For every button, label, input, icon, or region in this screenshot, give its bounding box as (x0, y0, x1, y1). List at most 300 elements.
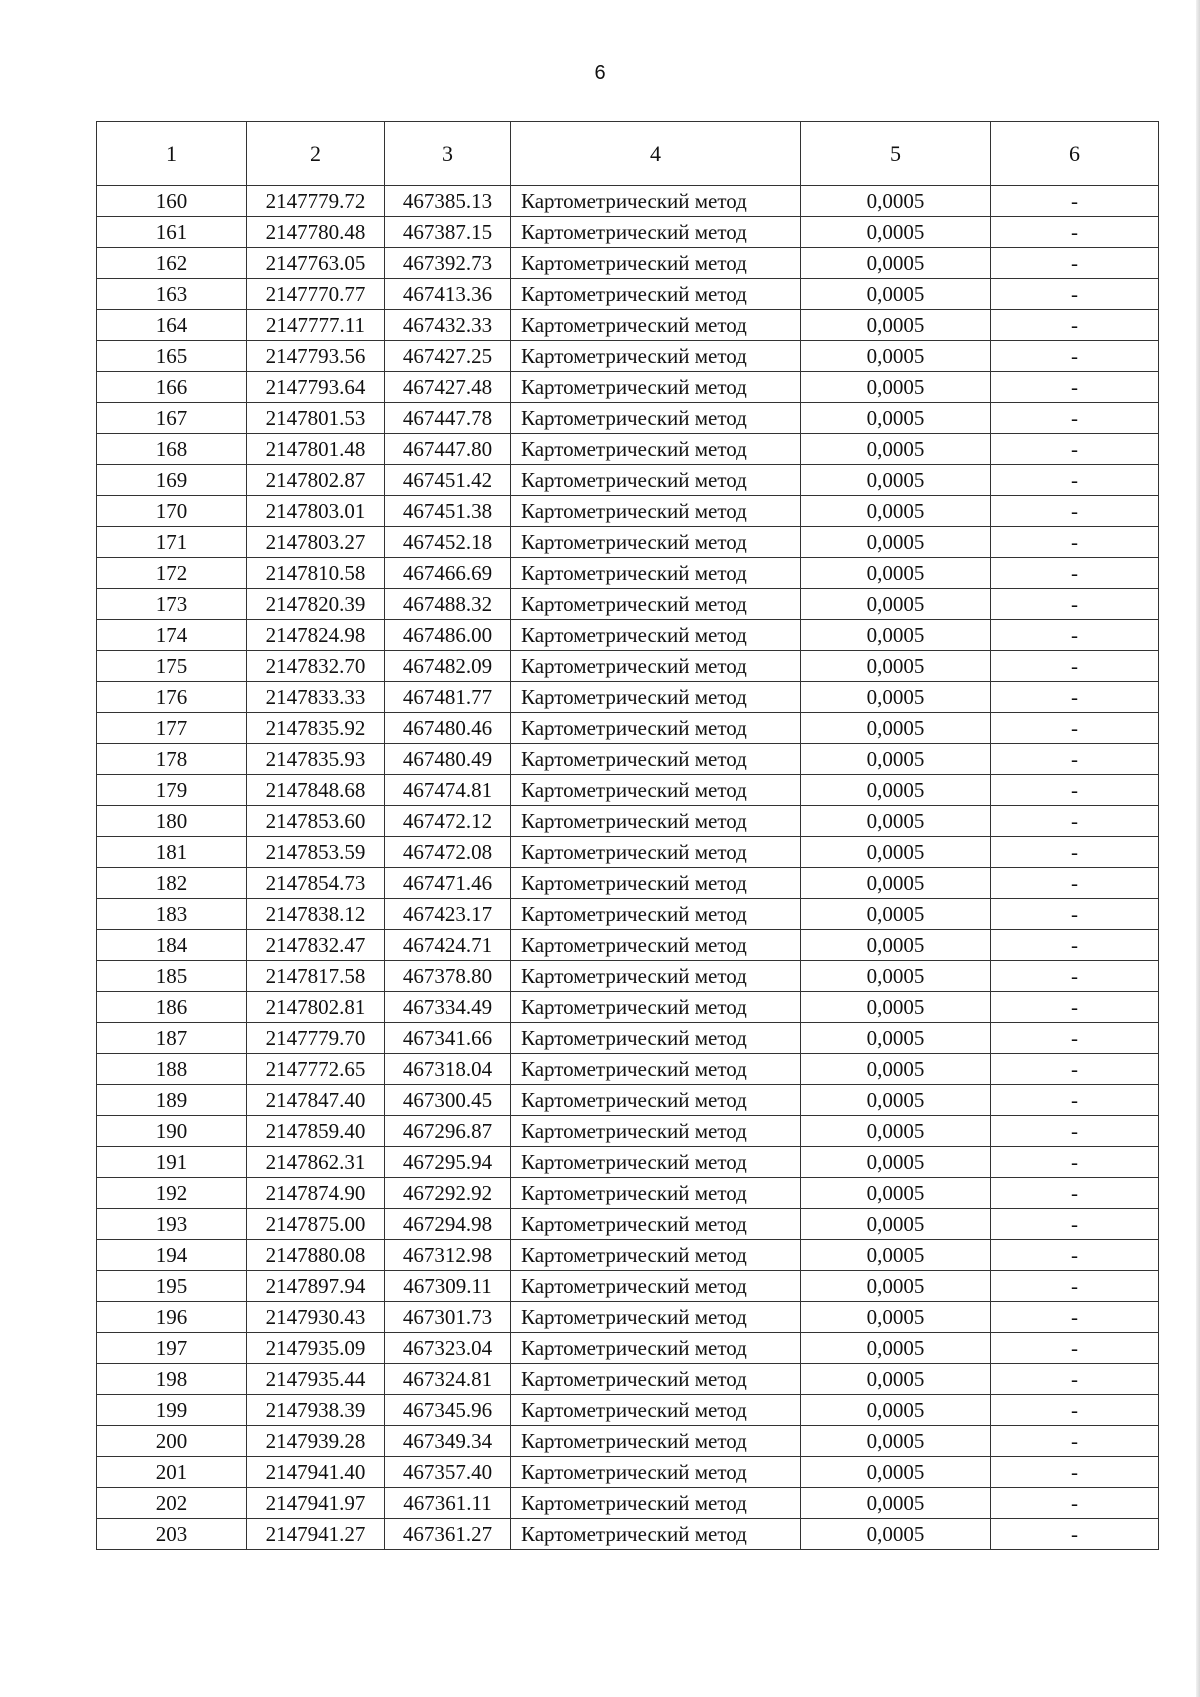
cell-coord-x: 2147847.40 (247, 1085, 385, 1116)
cell-point-number: 189 (97, 1085, 247, 1116)
cell-point-number: 195 (97, 1271, 247, 1302)
cell-coord-y: 467312.98 (385, 1240, 511, 1271)
table-row (97, 248, 1159, 279)
table-row (97, 899, 1159, 930)
table-row (97, 651, 1159, 682)
cell-accuracy: 0,0005 (801, 217, 991, 248)
table-row (97, 775, 1159, 806)
cell-note: - (991, 1395, 1159, 1426)
cell-coord-x: 2147874.90 (247, 1178, 385, 1209)
cell-method: Картометрический метод (511, 1395, 801, 1426)
cell-method: Картометрический метод (511, 837, 801, 868)
cell-coord-x: 2147833.33 (247, 682, 385, 713)
cell-accuracy: 0,0005 (801, 1209, 991, 1240)
table-row (97, 1209, 1159, 1240)
cell-method: Картометрический метод (511, 465, 801, 496)
table-row (97, 713, 1159, 744)
page-number: 6 (594, 62, 606, 84)
table-row (97, 837, 1159, 868)
cell-accuracy: 0,0005 (801, 1054, 991, 1085)
cell-coord-x: 2147939.28 (247, 1426, 385, 1457)
cell-note: - (991, 186, 1159, 217)
cell-coord-x: 2147832.70 (247, 651, 385, 682)
cell-note: - (991, 1147, 1159, 1178)
cell-point-number: 162 (97, 248, 247, 279)
cell-coord-x: 2147880.08 (247, 1240, 385, 1271)
cell-accuracy: 0,0005 (801, 713, 991, 744)
cell-note: - (991, 217, 1159, 248)
cell-coord-x: 2147824.98 (247, 620, 385, 651)
cell-method: Картометрический метод (511, 1426, 801, 1457)
table-row (97, 1147, 1159, 1178)
cell-point-number: 167 (97, 403, 247, 434)
cell-note: - (991, 496, 1159, 527)
cell-note: - (991, 1457, 1159, 1488)
cell-note: - (991, 589, 1159, 620)
cell-point-number: 203 (97, 1519, 247, 1550)
cell-accuracy: 0,0005 (801, 961, 991, 992)
cell-coord-x: 2147941.40 (247, 1457, 385, 1488)
cell-point-number: 192 (97, 1178, 247, 1209)
cell-point-number: 164 (97, 310, 247, 341)
cell-note: - (991, 1240, 1159, 1271)
table-row (97, 1364, 1159, 1395)
header-col-5: 5 (801, 122, 991, 186)
cell-point-number: 165 (97, 341, 247, 372)
cell-coord-x: 2147938.39 (247, 1395, 385, 1426)
cell-coord-y: 467413.36 (385, 279, 511, 310)
cell-method: Картометрический метод (511, 527, 801, 558)
cell-coord-x: 2147835.93 (247, 744, 385, 775)
cell-accuracy: 0,0005 (801, 1519, 991, 1550)
table-row (97, 930, 1159, 961)
cell-point-number: 175 (97, 651, 247, 682)
cell-method: Картометрический метод (511, 620, 801, 651)
cell-accuracy: 0,0005 (801, 775, 991, 806)
cell-accuracy: 0,0005 (801, 558, 991, 589)
cell-coord-y: 467301.73 (385, 1302, 511, 1333)
table-row (97, 1116, 1159, 1147)
cell-method: Картометрический метод (511, 992, 801, 1023)
cell-note: - (991, 1116, 1159, 1147)
cell-coord-x: 2147817.58 (247, 961, 385, 992)
cell-accuracy: 0,0005 (801, 434, 991, 465)
table-row (97, 403, 1159, 434)
cell-note: - (991, 434, 1159, 465)
cell-method: Картометрический метод (511, 279, 801, 310)
cell-coord-x: 2147779.70 (247, 1023, 385, 1054)
cell-coord-y: 467424.71 (385, 930, 511, 961)
cell-note: - (991, 961, 1159, 992)
cell-method: Картометрический метод (511, 1364, 801, 1395)
cell-note: - (991, 341, 1159, 372)
cell-coord-x: 2147835.92 (247, 713, 385, 744)
cell-accuracy: 0,0005 (801, 1085, 991, 1116)
table-row (97, 589, 1159, 620)
cell-point-number: 183 (97, 899, 247, 930)
cell-note: - (991, 1085, 1159, 1116)
cell-method: Картометрический метод (511, 868, 801, 899)
cell-accuracy: 0,0005 (801, 1488, 991, 1519)
cell-accuracy: 0,0005 (801, 806, 991, 837)
cell-accuracy: 0,0005 (801, 1364, 991, 1395)
cell-note: - (991, 372, 1159, 403)
cell-coord-x: 2147941.27 (247, 1519, 385, 1550)
cell-method: Картометрический метод (511, 1023, 801, 1054)
table-row (97, 1054, 1159, 1085)
cell-point-number: 186 (97, 992, 247, 1023)
table-row (97, 434, 1159, 465)
cell-coord-y: 467486.00 (385, 620, 511, 651)
cell-accuracy: 0,0005 (801, 1302, 991, 1333)
cell-coord-x: 2147935.44 (247, 1364, 385, 1395)
cell-method: Картометрический метод (511, 930, 801, 961)
cell-point-number: 202 (97, 1488, 247, 1519)
table-row (97, 186, 1159, 217)
cell-coord-y: 467392.73 (385, 248, 511, 279)
cell-coord-y: 467447.78 (385, 403, 511, 434)
cell-note: - (991, 558, 1159, 589)
cell-point-number: 180 (97, 806, 247, 837)
cell-method: Картометрический метод (511, 248, 801, 279)
cell-accuracy: 0,0005 (801, 1178, 991, 1209)
cell-point-number: 197 (97, 1333, 247, 1364)
cell-coord-y: 467480.46 (385, 713, 511, 744)
cell-coord-y: 467423.17 (385, 899, 511, 930)
cell-point-number: 166 (97, 372, 247, 403)
cell-coord-x: 2147793.56 (247, 341, 385, 372)
cell-point-number: 174 (97, 620, 247, 651)
cell-accuracy: 0,0005 (801, 527, 991, 558)
cell-accuracy: 0,0005 (801, 589, 991, 620)
cell-note: - (991, 1054, 1159, 1085)
header-col-6: 6 (991, 122, 1159, 186)
cell-point-number: 160 (97, 186, 247, 217)
cell-method: Картометрический метод (511, 558, 801, 589)
cell-coord-y: 467324.81 (385, 1364, 511, 1395)
table-body (97, 186, 1159, 1550)
header-col-4: 4 (511, 122, 801, 186)
cell-coord-x: 2147897.94 (247, 1271, 385, 1302)
cell-note: - (991, 1364, 1159, 1395)
cell-accuracy: 0,0005 (801, 620, 991, 651)
cell-coord-x: 2147875.00 (247, 1209, 385, 1240)
cell-coord-y: 467472.12 (385, 806, 511, 837)
cell-coord-x: 2147838.12 (247, 899, 385, 930)
table-row (97, 961, 1159, 992)
cell-coord-x: 2147772.65 (247, 1054, 385, 1085)
cell-note: - (991, 806, 1159, 837)
cell-method: Картометрический метод (511, 961, 801, 992)
cell-method: Картометрический метод (511, 1116, 801, 1147)
cell-method: Картометрический метод (511, 1333, 801, 1364)
cell-method: Картометрический метод (511, 1085, 801, 1116)
cell-method: Картометрический метод (511, 1457, 801, 1488)
cell-coord-x: 2147770.77 (247, 279, 385, 310)
cell-point-number: 198 (97, 1364, 247, 1395)
cell-point-number: 178 (97, 744, 247, 775)
table-row (97, 1395, 1159, 1426)
cell-coord-x: 2147801.48 (247, 434, 385, 465)
cell-accuracy: 0,0005 (801, 837, 991, 868)
cell-accuracy: 0,0005 (801, 868, 991, 899)
cell-coord-x: 2147832.47 (247, 930, 385, 961)
cell-coord-x: 2147780.48 (247, 217, 385, 248)
cell-note: - (991, 1519, 1159, 1550)
cell-method: Картометрический метод (511, 1178, 801, 1209)
table-row (97, 372, 1159, 403)
cell-point-number: 191 (97, 1147, 247, 1178)
cell-point-number: 168 (97, 434, 247, 465)
table-row (97, 806, 1159, 837)
cell-coord-y: 467452.18 (385, 527, 511, 558)
cell-method: Картометрический метод (511, 1302, 801, 1333)
cell-point-number: 177 (97, 713, 247, 744)
cell-coord-y: 467361.27 (385, 1519, 511, 1550)
table-row (97, 1271, 1159, 1302)
cell-point-number: 187 (97, 1023, 247, 1054)
table-row (97, 1240, 1159, 1271)
cell-note: - (991, 279, 1159, 310)
cell-accuracy: 0,0005 (801, 186, 991, 217)
cell-note: - (991, 1023, 1159, 1054)
cell-coord-y: 467309.11 (385, 1271, 511, 1302)
cell-note: - (991, 899, 1159, 930)
cell-coord-y: 467295.94 (385, 1147, 511, 1178)
cell-method: Картометрический метод (511, 1054, 801, 1085)
cell-method: Картометрический метод (511, 372, 801, 403)
cell-coord-y: 467480.49 (385, 744, 511, 775)
cell-method: Картометрический метод (511, 434, 801, 465)
cell-coord-y: 467349.34 (385, 1426, 511, 1457)
table-row (97, 1023, 1159, 1054)
cell-method: Картометрический метод (511, 186, 801, 217)
cell-method: Картометрический метод (511, 806, 801, 837)
cell-coord-x: 2147853.59 (247, 837, 385, 868)
cell-coord-x: 2147930.43 (247, 1302, 385, 1333)
table-row (97, 1426, 1159, 1457)
cell-point-number: 169 (97, 465, 247, 496)
coordinates-table (96, 121, 1159, 1550)
table-row (97, 527, 1159, 558)
cell-method: Картометрический метод (511, 775, 801, 806)
cell-coord-y: 467385.13 (385, 186, 511, 217)
cell-point-number: 185 (97, 961, 247, 992)
cell-coord-y: 467292.92 (385, 1178, 511, 1209)
header-col-3: 3 (385, 122, 511, 186)
cell-method: Картометрический метод (511, 589, 801, 620)
cell-note: - (991, 682, 1159, 713)
cell-coord-y: 467357.40 (385, 1457, 511, 1488)
cell-coord-y: 467432.33 (385, 310, 511, 341)
cell-coord-x: 2147803.01 (247, 496, 385, 527)
cell-note: - (991, 930, 1159, 961)
cell-note: - (991, 837, 1159, 868)
cell-point-number: 161 (97, 217, 247, 248)
cell-accuracy: 0,0005 (801, 1240, 991, 1271)
scan-edge (1196, 0, 1200, 1697)
table-row (97, 868, 1159, 899)
cell-method: Картометрический метод (511, 341, 801, 372)
cell-coord-y: 467296.87 (385, 1116, 511, 1147)
cell-point-number: 182 (97, 868, 247, 899)
cell-accuracy: 0,0005 (801, 403, 991, 434)
cell-note: - (991, 248, 1159, 279)
cell-coord-y: 467294.98 (385, 1209, 511, 1240)
cell-coord-x: 2147820.39 (247, 589, 385, 620)
cell-method: Картометрический метод (511, 1209, 801, 1240)
cell-accuracy: 0,0005 (801, 372, 991, 403)
table-row (97, 1085, 1159, 1116)
table-row (97, 558, 1159, 589)
table-row (97, 1178, 1159, 1209)
cell-point-number: 163 (97, 279, 247, 310)
cell-coord-x: 2147853.60 (247, 806, 385, 837)
cell-coord-y: 467345.96 (385, 1395, 511, 1426)
cell-note: - (991, 1178, 1159, 1209)
cell-accuracy: 0,0005 (801, 1395, 991, 1426)
table-row (97, 1519, 1159, 1550)
cell-note: - (991, 620, 1159, 651)
cell-note: - (991, 1209, 1159, 1240)
cell-point-number: 194 (97, 1240, 247, 1271)
table-row (97, 1488, 1159, 1519)
table-row (97, 744, 1159, 775)
cell-note: - (991, 868, 1159, 899)
cell-coord-y: 467482.09 (385, 651, 511, 682)
cell-method: Картометрический метод (511, 1147, 801, 1178)
cell-accuracy: 0,0005 (801, 248, 991, 279)
cell-method: Картометрический метод (511, 899, 801, 930)
table-header (97, 122, 1159, 186)
cell-coord-y: 467447.80 (385, 434, 511, 465)
cell-coord-y: 467334.49 (385, 992, 511, 1023)
cell-point-number: 188 (97, 1054, 247, 1085)
cell-point-number: 184 (97, 930, 247, 961)
cell-accuracy: 0,0005 (801, 341, 991, 372)
cell-coord-x: 2147935.09 (247, 1333, 385, 1364)
cell-method: Картометрический метод (511, 217, 801, 248)
cell-point-number: 181 (97, 837, 247, 868)
table-row (97, 310, 1159, 341)
cell-accuracy: 0,0005 (801, 1023, 991, 1054)
cell-point-number: 179 (97, 775, 247, 806)
cell-method: Картометрический метод (511, 651, 801, 682)
cell-coord-y: 467472.08 (385, 837, 511, 868)
cell-point-number: 176 (97, 682, 247, 713)
cell-point-number: 171 (97, 527, 247, 558)
cell-coord-y: 467474.81 (385, 775, 511, 806)
cell-note: - (991, 713, 1159, 744)
cell-accuracy: 0,0005 (801, 744, 991, 775)
table-row (97, 1333, 1159, 1364)
cell-point-number: 201 (97, 1457, 247, 1488)
cell-accuracy: 0,0005 (801, 682, 991, 713)
cell-coord-y: 467300.45 (385, 1085, 511, 1116)
cell-accuracy: 0,0005 (801, 310, 991, 341)
cell-accuracy: 0,0005 (801, 1457, 991, 1488)
cell-point-number: 199 (97, 1395, 247, 1426)
cell-coord-x: 2147763.05 (247, 248, 385, 279)
cell-point-number: 170 (97, 496, 247, 527)
cell-method: Картометрический метод (511, 682, 801, 713)
cell-note: - (991, 310, 1159, 341)
cell-note: - (991, 465, 1159, 496)
table-row (97, 341, 1159, 372)
cell-coord-x: 2147801.53 (247, 403, 385, 434)
cell-point-number: 200 (97, 1426, 247, 1457)
table-row (97, 620, 1159, 651)
cell-accuracy: 0,0005 (801, 279, 991, 310)
header-col-1: 1 (97, 122, 247, 186)
cell-coord-x: 2147941.97 (247, 1488, 385, 1519)
cell-accuracy: 0,0005 (801, 651, 991, 682)
cell-coord-y: 467387.15 (385, 217, 511, 248)
cell-method: Картометрический метод (511, 1488, 801, 1519)
cell-note: - (991, 527, 1159, 558)
cell-coord-x: 2147854.73 (247, 868, 385, 899)
cell-accuracy: 0,0005 (801, 465, 991, 496)
cell-accuracy: 0,0005 (801, 496, 991, 527)
cell-point-number: 193 (97, 1209, 247, 1240)
cell-point-number: 196 (97, 1302, 247, 1333)
cell-coord-x: 2147802.81 (247, 992, 385, 1023)
cell-point-number: 173 (97, 589, 247, 620)
cell-coord-y: 467318.04 (385, 1054, 511, 1085)
cell-accuracy: 0,0005 (801, 1147, 991, 1178)
cell-coord-y: 467481.77 (385, 682, 511, 713)
table-row (97, 1457, 1159, 1488)
cell-coord-x: 2147779.72 (247, 186, 385, 217)
cell-coord-y: 467323.04 (385, 1333, 511, 1364)
cell-coord-y: 467361.11 (385, 1488, 511, 1519)
cell-coord-y: 467427.48 (385, 372, 511, 403)
table-row (97, 992, 1159, 1023)
cell-coord-x: 2147777.11 (247, 310, 385, 341)
cell-coord-y: 467488.32 (385, 589, 511, 620)
cell-coord-y: 467466.69 (385, 558, 511, 589)
table-row (97, 217, 1159, 248)
cell-coord-x: 2147859.40 (247, 1116, 385, 1147)
cell-coord-y: 467451.42 (385, 465, 511, 496)
cell-method: Картометрический метод (511, 496, 801, 527)
cell-note: - (991, 1302, 1159, 1333)
cell-note: - (991, 1488, 1159, 1519)
cell-note: - (991, 403, 1159, 434)
cell-accuracy: 0,0005 (801, 1333, 991, 1364)
cell-accuracy: 0,0005 (801, 1271, 991, 1302)
header-row (97, 122, 1159, 186)
cell-method: Картометрический метод (511, 403, 801, 434)
cell-method: Картометрический метод (511, 310, 801, 341)
cell-point-number: 172 (97, 558, 247, 589)
cell-method: Картометрический метод (511, 713, 801, 744)
cell-coord-y: 467427.25 (385, 341, 511, 372)
cell-accuracy: 0,0005 (801, 1426, 991, 1457)
cell-note: - (991, 1271, 1159, 1302)
cell-method: Картометрический метод (511, 744, 801, 775)
cell-note: - (991, 744, 1159, 775)
cell-coord-y: 467451.38 (385, 496, 511, 527)
table-row (97, 279, 1159, 310)
cell-method: Картометрический метод (511, 1519, 801, 1550)
cell-coord-y: 467471.46 (385, 868, 511, 899)
table-row (97, 682, 1159, 713)
cell-note: - (991, 1333, 1159, 1364)
table-row (97, 465, 1159, 496)
cell-accuracy: 0,0005 (801, 899, 991, 930)
cell-accuracy: 0,0005 (801, 930, 991, 961)
